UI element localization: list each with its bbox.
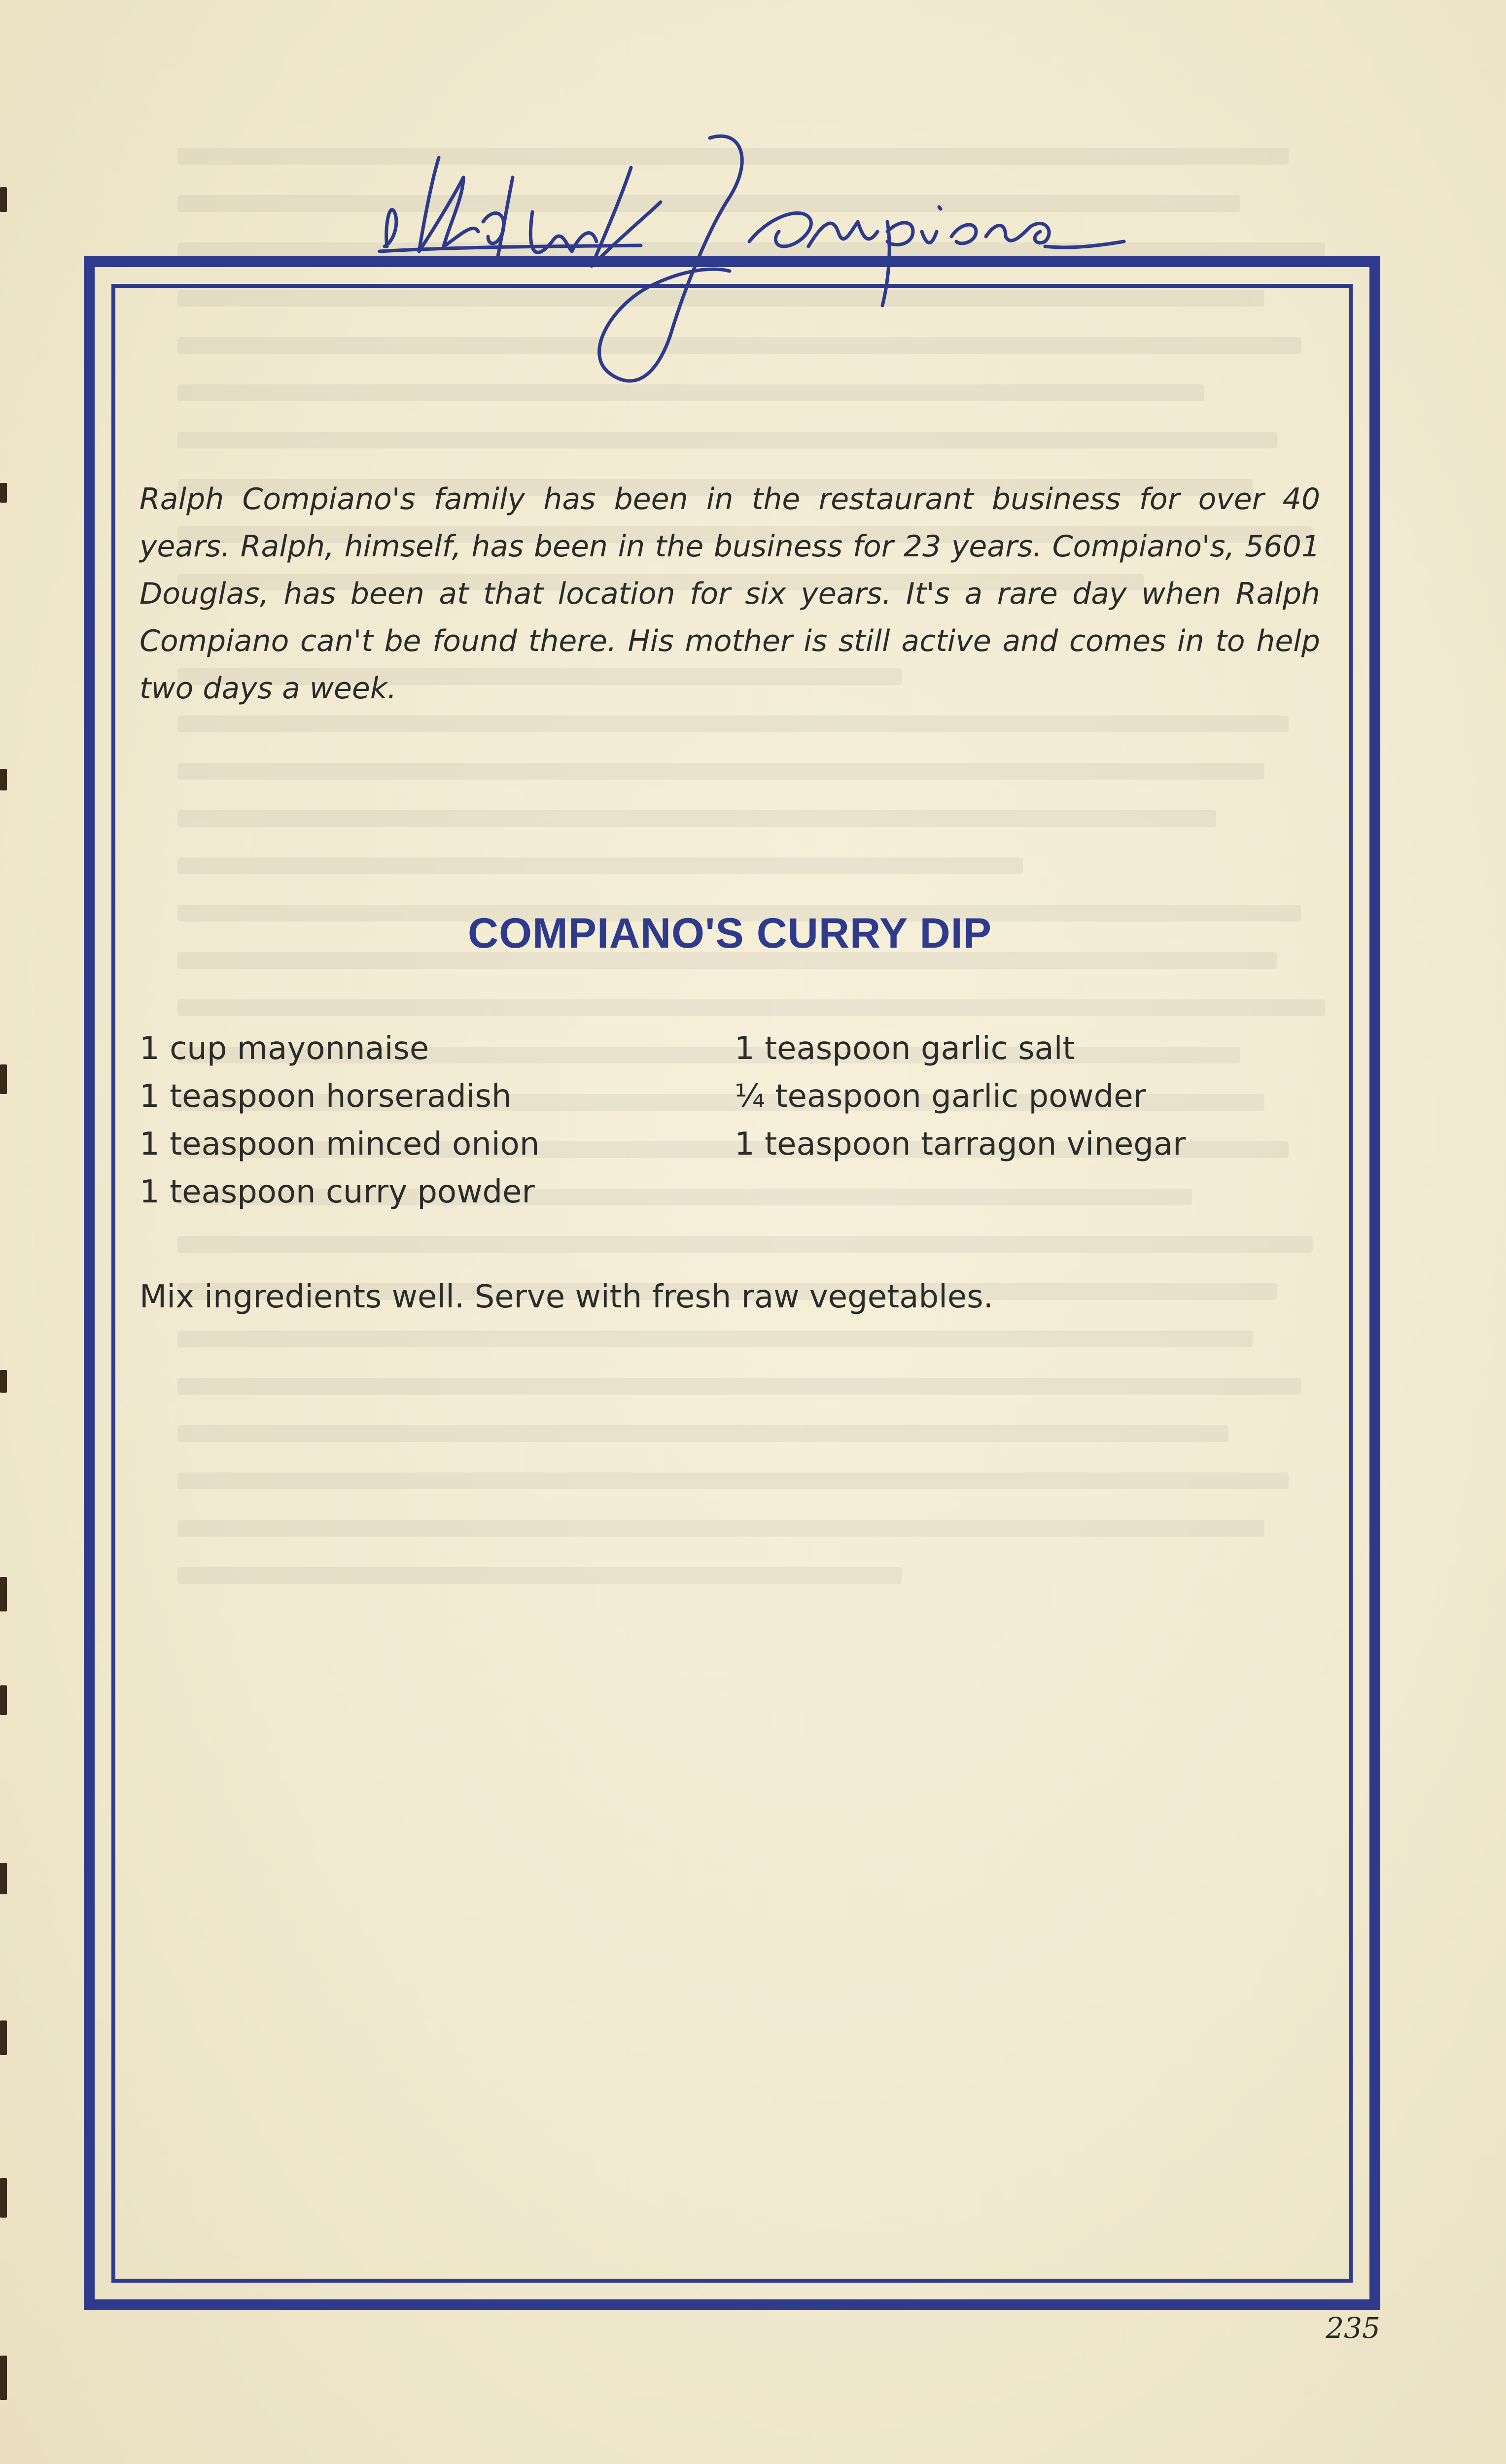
ingredients-list-left (140, 1025, 706, 1216)
ingredients-list-right (735, 1025, 1326, 1168)
ingredient-item: 1 teaspoon minced onion (140, 1126, 540, 1163)
ralph-compiano-signature (365, 99, 1134, 394)
ingredient-item: 1 cup mayonnaise (140, 1030, 429, 1067)
ingredient-item: ¼ teaspoon garlic powder (735, 1078, 1146, 1115)
ingredient-item: 1 teaspoon tarragon vinegar (735, 1126, 1186, 1163)
ingredient-item: 1 teaspoon garlic salt (735, 1030, 1075, 1067)
recipe-method: Mix ingredients well. Serve with fresh raw vegetables. (140, 1279, 993, 1315)
ingredient-item: 1 teaspoon horseradish (140, 1078, 512, 1115)
recipe-title: COMPIANO'S CURRY DIP (467, 910, 992, 957)
intro-paragraph: Ralph Compiano's family has been in the restaurant business for over 40 years. Ralph, himself, has been in the business for 23 years. Compiano's, 5601 Douglas, has been at that location for six years. It's a rare day when Ralph Compiano can't be found there. His mother is still active and comes in to help two days a week. (140, 482, 1320, 706)
spiral-binding (0, 0, 20, 2464)
ingredient-item: 1 teaspoon curry powder (140, 1174, 535, 1210)
page-number: 235 (1326, 2311, 1380, 2345)
